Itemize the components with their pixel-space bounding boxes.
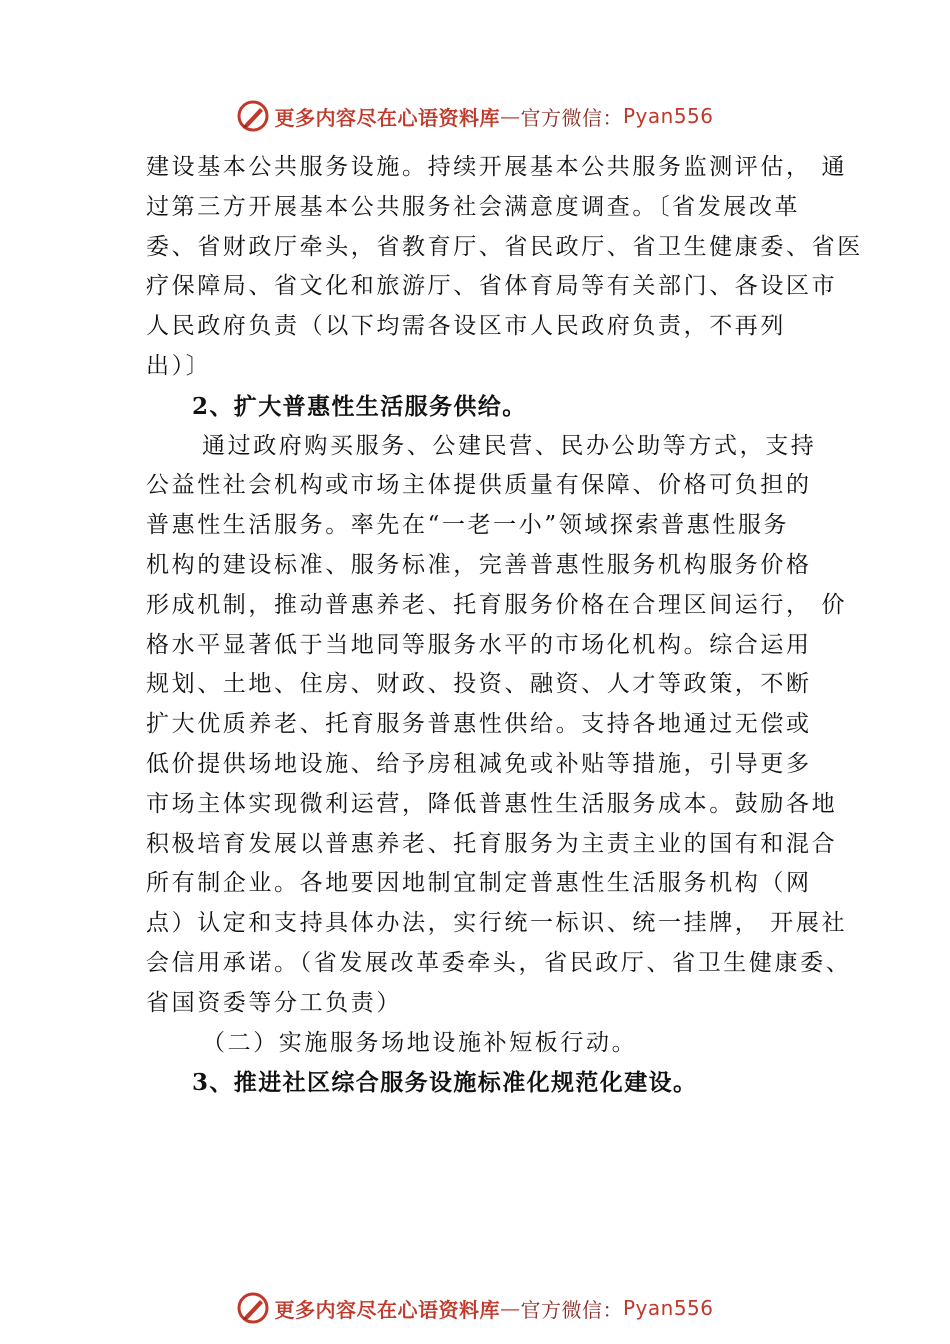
body-line: 低价提供场地设施、给予房租减免或补贴等措施，引导更多	[146, 750, 812, 777]
body-line: 公益性社会机构或市场主体提供质量有保障、价格可负担的	[146, 472, 812, 499]
body-line: 委、省财政厅牵头，省教育厅、省民政厅、省卫生健康委、省医	[146, 233, 863, 260]
subsection-heading: （二）实施服务场地设施补短板行动。	[202, 1029, 638, 1056]
document-body	[146, 148, 863, 1103]
watermark-brand: 更多内容尽在心语资料库	[274, 105, 500, 130]
body-line: 形成机制，推动普惠养老、托育服务价格在合理区间运行， 价	[146, 591, 848, 618]
body-line: 会信用承诺。（省发展改革委牵头，省民政厅、省卫生健康委、	[146, 949, 852, 976]
body-line: 机构的建设标准、服务标准，完善普惠性服务机构服务价格	[146, 551, 812, 578]
body-line: 市场主体实现微利运营，降低普惠性生活服务成本。鼓励各地	[146, 790, 838, 817]
body-line: 省国资委等分工负责）	[146, 989, 402, 1016]
watermark-wechat-label: 官方微信：	[520, 1297, 623, 1322]
body-line: 疗保障局、省文化和旅游厅、省体育局等有关部门、各设区市	[146, 273, 838, 300]
body-line: 格水平显著低于当地同等服务水平的市场化机构。综合运用	[146, 631, 812, 658]
pen-logo-icon	[236, 1291, 270, 1325]
watermark-brand: 更多内容尽在心语资料库	[274, 1297, 500, 1322]
body-line: 所有制企业。各地要因地制宜制定普惠性生活服务机构（网	[146, 870, 812, 897]
pen-logo-icon	[236, 99, 270, 133]
body-line: 出）〕	[146, 352, 212, 379]
body-line: 通过政府购买服务、公建民营、民办公助等方式，支持	[202, 432, 817, 459]
watermark-wechat-id: Pyan556	[622, 104, 714, 128]
body-line: 普惠性生活服务。率先在“一老一小”领域探索普惠性服务	[146, 512, 790, 539]
body-line: 积极培育发展以普惠养老、托育服务为主责主业的国有和混合	[146, 830, 838, 857]
watermark-footer	[0, 1288, 950, 1328]
body-line: 规划、土地、住房、财政、投资、融资、人才等政策，不断	[146, 671, 812, 698]
section-heading: 3、推进社区综合服务设施标准化规范化建设。	[192, 1069, 698, 1097]
section-heading: 2、扩大普惠性生活服务供给。	[192, 392, 527, 420]
body-line: 点）认定和支持具体办法，实行统一标识、统一挂牌， 开展社	[146, 910, 848, 937]
watermark-header	[0, 96, 950, 136]
watermark-wechat-id: Pyan556	[622, 1296, 714, 1320]
body-line: 过第三方开展基本公共服务社会满意度调查。〔省发展改革	[146, 193, 801, 220]
watermark-wechat-label: 官方微信：	[520, 105, 623, 130]
body-line: 扩大优质养老、托育服务普惠性供给。支持各地通过无偿或	[146, 711, 812, 738]
watermark-dash: —	[499, 1296, 521, 1320]
body-line: 人民政府负责（以下均需各设区市人民政府负责，不再列	[146, 313, 786, 340]
watermark-dash: —	[499, 104, 521, 128]
body-line: 建设基本公共服务设施。持续开展基本公共服务监测评估， 通	[146, 154, 848, 180]
